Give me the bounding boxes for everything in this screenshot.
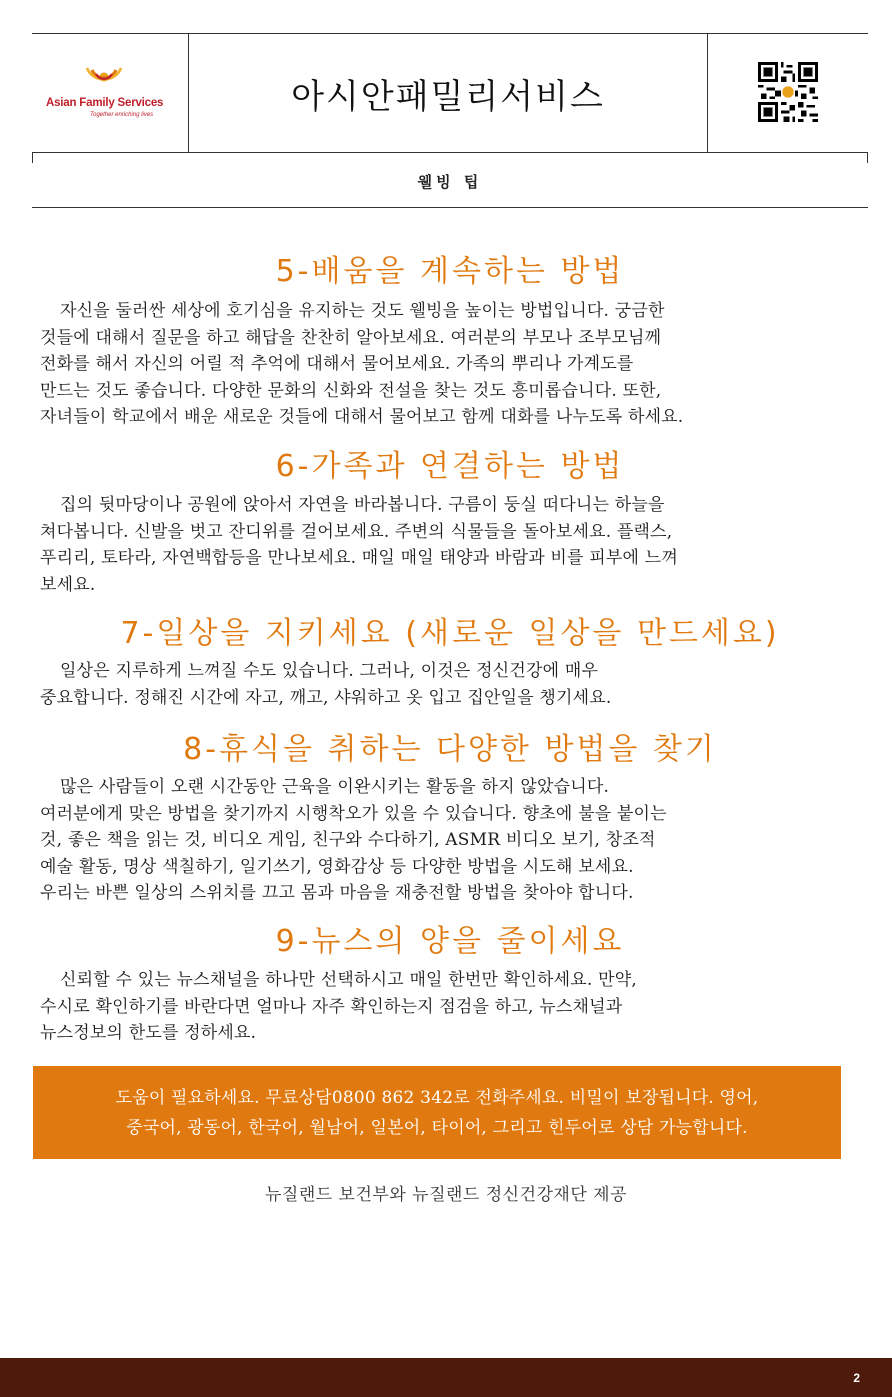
body-line: 우리는 바쁜 일상의 스위치를 끄고 몸과 마음을 재충전할 방법을 찾아야 합니다.	[40, 883, 634, 903]
section-heading-5: 5-배움을 계속하는 방법	[275, 254, 625, 289]
body-line: 자신을 둘러싼 세상에 호기심을 유지하는 것도 웰빙을 높이는 방법입니다. 궁금한	[60, 301, 665, 321]
section-body-6	[40, 492, 852, 598]
page-footer	[0, 1358, 892, 1397]
body-line: 중요합니다. 정해진 시간에 자고, 깨고, 샤워하고 옷 입고 집안일을 챙기세요.	[40, 687, 612, 708]
section-body-9	[40, 967, 852, 1047]
page-header	[32, 33, 868, 153]
logo-tagline: Together enriching lives	[90, 112, 154, 118]
section-heading-9: 9-뉴스의 양을 줄이세요	[275, 924, 625, 959]
section-body-8	[40, 774, 852, 907]
logo-cell	[32, 34, 189, 152]
helpline-callout	[33, 1066, 841, 1159]
family-logo-icon	[82, 66, 126, 96]
body-line: 여러분에게 맞은 방법을 찾기까지 시행착오가 있을 수 있습니다. 향초에 불을 붙이는	[40, 803, 667, 824]
divider-tick-left	[32, 153, 33, 163]
qr-code-icon	[758, 62, 818, 122]
section-label: 웰빙 팁	[417, 173, 483, 191]
body-line: 것, 좋은 책을 읽는 것, 비디오 게임, 친구와 수다하기, ASMR 비디오 보기, 창조적	[40, 830, 656, 850]
callout-line-2: 중국어, 광동어, 한국어, 월남어, 일본어, 타이어, 그리고 힌두어로 상담 가능합니다.	[126, 1117, 748, 1138]
body-line: 뉴스정보의 한도를 정하세요.	[40, 1023, 257, 1043]
page-number: 2	[853, 1371, 860, 1385]
divider-tick-right	[867, 153, 868, 163]
body-line: 보세요.	[40, 574, 96, 595]
body-line: 전화를 해서 자신의 어릴 적 추억에 대해서 물어보세요. 가족의 뿌리나 가계도를	[40, 354, 634, 374]
body-line: 자녀들이 학교에서 배운 새로운 것들에 대해서 물어보고 함께 대화를 나누도록 하세요.	[40, 407, 684, 427]
body-line: 쳐다봅니다. 신발을 벗고 잔디위를 걸어보세요. 주변의 식물들을 돌아보세요. 플랙스,	[40, 521, 673, 542]
callout-line-1: 도움이 필요하세요. 무료상담0800 862 342로 전화주세요. 비밀이 보장됩니다. 영어,	[115, 1087, 759, 1108]
body-line: 집의 뒷마당이나 공원에 앉아서 자연을 바라봅니다. 구름이 둥실 떠다니는 하늘을	[60, 495, 665, 515]
credit-line: 뉴질랜드 보건부와 뉴질랜드 정신건강재단 제공	[264, 1185, 628, 1205]
org-title: 아시안패밀리서비스	[291, 76, 605, 117]
section-body-7	[40, 658, 852, 711]
section-heading-8: 8-휴식을 취하는 다양한 방법을 찾기	[183, 732, 717, 767]
body-line: 수시로 확인하기를 바란다면 얼마나 자주 확인하는지 점검을 하고, 뉴스채널과	[40, 996, 623, 1017]
logo-name: Asian Family Services	[46, 97, 164, 109]
section-label-bar	[32, 153, 868, 208]
body-line: 많은 사람들이 오랜 시간동안 근육을 이완시키는 활동을 하지 않았습니다.	[60, 777, 610, 797]
qr-cell	[707, 34, 868, 152]
body-line: 일상은 지루하게 느껴질 수도 있습니다. 그러나, 이것은 정신건강에 매우	[60, 661, 599, 681]
body-line: 것들에 대해서 질문을 하고 해답을 찬찬히 알아보세요. 여러분의 부모나 조부모님께	[40, 327, 662, 348]
body-line: 만드는 것도 좋습니다. 다양한 문화의 신화와 전설을 찾는 것도 흥미롭습니다. 또한,	[40, 380, 662, 401]
body-line: 푸리리, 토타라, 자연백합등을 만나보세요. 매일 매일 태양과 바람과 비를 피부에 느껴	[40, 548, 678, 568]
body-line: 신뢰할 수 있는 뉴스채널을 하나만 선택하시고 매일 한번만 확인하세요. 만약,	[60, 970, 637, 990]
section-heading-6: 6-가족과 연결하는 방법	[275, 449, 625, 484]
body-line: 예술 활동, 명상 색칠하기, 일기쓰기, 영화감상 등 다양한 방법을 시도해 보세요.	[40, 856, 634, 877]
section-body-5	[40, 298, 852, 431]
title-cell	[189, 34, 707, 152]
section-heading-7: 7-일상을 지키세요 (새로운 일상을 만드세요)	[120, 616, 780, 651]
